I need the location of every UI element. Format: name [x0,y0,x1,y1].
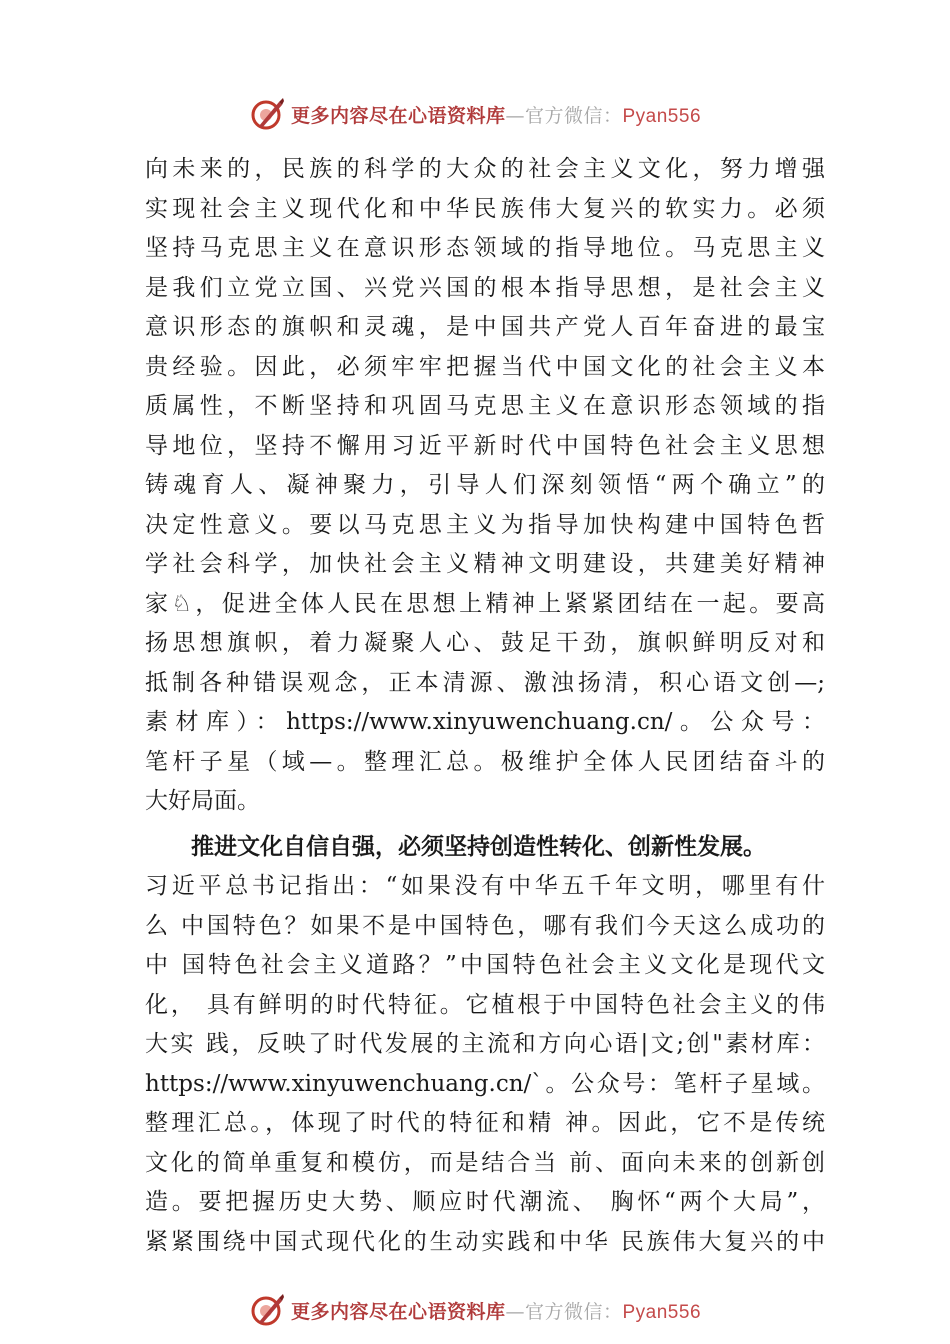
text-line: 么 中国特色？如果不是中国特色，哪有我们今天这么成功的 [145,912,825,939]
text-line: 向未来的，民族的科学的大众的社会主义文化，努力增强 [145,156,825,182]
text-line: https://www.xinyuwenchuang.cn/`。公众号：笔杆子星域。 [145,1070,825,1097]
text-line: 紧紧围绕中国式现代化的生动实践和中华 民族伟大复兴的中 [145,1228,825,1255]
text-line: 化， 具有鲜明的时代特征。它植根于中国特色社会主义的伟 [145,991,825,1018]
pen-logo-icon [249,1292,285,1328]
text-line: 决定性意义。要以马克思主义为指导加快构建中国特色哲 [145,511,825,538]
text-line: 实现社会主义现代化和中华民族伟大复兴的软实力。必须 [145,195,825,222]
text-line: 坚持马克思主义在意识形态领域的指导地位。马克思主义 [145,235,825,261]
banner-text [291,101,701,128]
text-line: 意识形态的旗帜和灵魂，是中国共产党人百年奋进的最宝 [145,314,825,340]
text-line: 贵经验。因此，必须牢牢把握当代中国文化的社会主义本 [145,353,825,380]
banner-contact-label: 官方微信： [524,104,623,127]
text-line: 导地位，坚持不懈用习近平新时代中国特色社会主义思想 [145,432,825,459]
text-line: 家♘，促进全体人民在思想上精神上紧紧团结在一起。要高 [145,590,825,617]
text-line: 大好局面。 [145,788,260,814]
text-line: 扬思想旗帜，着力凝聚人心、鼓足干劲，旗帜鲜明反对和 [145,630,825,656]
text-line: 习近平总书记指出：“如果没有中华五千年文明，哪里有什 [145,873,825,899]
pen-logo-icon [249,96,285,132]
text-line: 文化的简单重复和模仿，而是结合当 前、面向未来的创新创 [145,1149,825,1176]
text-line: 笔杆子星（域—。整理汇总。极维护全体人民团结奋斗的 [145,748,825,775]
text-line: 大实 践，反映了时代发展的主流和方向心语|文;创"素材库： [145,1031,825,1057]
text-line: 学社会科学，加快社会主义精神文明建设，共建美好精神 [145,551,825,577]
text-line: 造。要把握历史大势、顺应时代潮流、 胸怀“两个大局”， [145,1189,825,1215]
banner-dash: — [505,104,525,127]
banner-contact-id: Pyan556 [622,1301,702,1323]
banner-brand: 更多内容尽在心语资料库 [290,104,506,127]
text-line: 质属性，不断坚持和巩固马克思主义在意识形态领域的指 [145,393,825,419]
banner-text [291,1297,701,1324]
text-line: 中 国特色社会主义道路？”中国特色社会主义文化是现代文 [145,952,825,978]
text-line: 整理汇总。，体现了时代的特征和精 神。因此，它不是传统 [145,1110,825,1136]
header-banner [0,94,950,134]
paragraph-1 [145,150,825,822]
text-line: 抵制各种错误观念，正本清源、激浊扬清，积心语文创—; [145,669,825,696]
paragraph-2 [145,867,825,1262]
text-line: 素材库）：https://www.xinyuwenchuang.cn/。公众号： [145,709,825,735]
banner-contact-id: Pyan556 [622,105,702,127]
footer-banner [0,1290,950,1330]
banner-contact-label: 官方微信： [524,1300,623,1323]
document-body [145,150,825,1262]
text-line: 是我们立党立国、兴党兴国的根本指导思想，是社会主义 [145,274,825,301]
banner-brand: 更多内容尽在心语资料库 [290,1300,506,1323]
banner-dash: — [505,1300,525,1323]
text-line: 铸魂育人、凝神聚力，引导人们深刻领悟“两个确立”的 [145,472,825,498]
section-heading: 推进文化自信自强，必须坚持创造性转化、创新性发展。 [191,833,766,860]
